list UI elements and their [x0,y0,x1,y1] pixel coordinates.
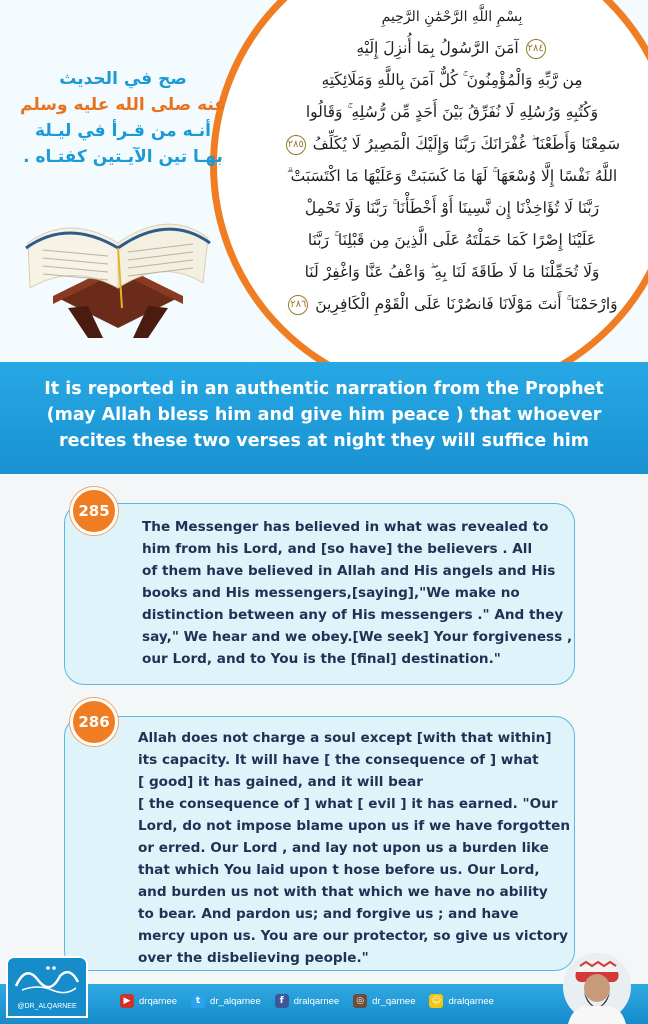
snapchat-icon: ☺ [429,994,443,1008]
ayah-line: وَارْحَمْنَا ۚ أَنتَ مَوْلَانَا فَانصُرْنَا عَلَى الْقَوْمِ الْكَافِرِينَ ٢٨٦ [290,295,618,313]
facebook-icon: f [275,994,289,1008]
hadith-line: عنه صلى الله عليه وسلم [20,95,226,115]
social-facebook[interactable] [275,994,339,1008]
banner-line: (may Allah bless him and give him peace ) that whoever [46,405,602,425]
ayah-line: وَكُتُبِهِ وَرُسُلِهِ لَا نُفَرِّقُ بَيْنَ أَحَدٍ مِّن رُّسُلِهِ ۚ وَقَالُوا [305,103,599,121]
translation-line: [ the consequence of ] what [ evil ] it has earned. "Our [138,796,558,812]
verse-number-badge: 286 [70,698,118,746]
social-label: dralqarnee [293,995,340,1007]
banner-text [10,376,638,454]
basmala: بِسْمِ اللَّهِ الرَّحْمَٰنِ الرَّحِيمِ [381,9,523,25]
translation-line: [ good] it has gained, and it will bear [138,774,423,790]
ayah-line: سَمِعْنَا وَأَطَعْنَا ۖ غُفْرَانَكَ رَبَّنَا وَإِلَيْكَ الْمَصِيرُ لَا يُكَلِّفُ ٢٨٥ [287,135,621,153]
ayah-line: ٢٨٤ آمَنَ الرَّسُولُ بِمَا أُنزِلَ إِلَيْهِ [356,39,544,57]
translation-line: its capacity. It will have [ the consequence of ] what [138,752,539,768]
translation-line: mercy upon us. You are our protector, so give us victory [138,928,569,944]
translation-line: or erred. Our Lord , and lay not upon us a burden like [138,840,549,856]
social-snapchat[interactable] [429,994,493,1008]
hadith-line: صح في الحديث [59,69,187,89]
ayah-marker-285: ٢٨٥ [286,135,306,155]
translation-line: say," We hear and we obey.[We seek] Your forgiveness , [142,629,573,645]
banner-line: It is reported in an authentic narration from the Prophet [44,379,604,399]
translation-line: that which You laid upon t hose before us. Our Lord, [138,862,540,878]
ayah-marker-286: ٢٨٦ [288,295,308,315]
ayah-line: اللَّهُ نَفْسًا إِلَّا وُسْعَهَا ۚ لَهَا مَا كَسَبَتْ وَعَلَيْهَا مَا اكْتَسَبَتْ ۗ [286,167,618,185]
verse-number-badge: 285 [70,487,118,535]
author-portrait [562,950,632,1024]
hadith-line: أنـه من قـرأ في ليـلة [35,121,211,141]
quran-on-stand-illustration [18,188,213,338]
translation-line: The Messenger has believed in what was revealed to [142,519,549,535]
social-label: drqarnee [139,995,178,1007]
youtube-icon: ▶ [120,994,134,1008]
ayah-line: وَلَا تُحَمِّلْنَا مَا لَا طَاقَةَ لَنَا بِهِ ۖ وَاعْفُ عَنَّا وَاغْفِرْ لَنَا [304,263,600,281]
logo-handle: @DR_ALQARNEE [17,1003,77,1010]
hadith-line: بهـا تين الآيـتين كفتـاه . [23,147,223,167]
translation-line: of them have believed in Allah and His angels and His [142,563,556,579]
translation-line: him from his Lord, and [so have] the believers . All [142,541,533,557]
instagram-icon: ◎ [353,994,367,1008]
social-links [120,992,494,1010]
translation-line: Lord, do not impose blame upon us if we have forgotten [138,818,571,834]
translation-line: distinction between any of His messengers ." And they [142,607,564,623]
ayah-line: عَلَيْنَا إِصْرًا كَمَا حَمَلْتَهُ عَلَى الَّذِينَ مِن قَبْلِنَا ۚ رَبَّنَا [307,231,597,249]
translation-line: our Lord, and to You is the [final] destination." [142,651,501,667]
ayah-line: مِن رَّبِّهِ وَالْمُؤْمِنُونَ ۚ كُلٌّ آمَنَ بِاللَّهِ وَمَلَائِكَتِهِ [321,71,583,89]
social-twitter[interactable] [191,994,261,1008]
social-label: dr_alqarnee [210,995,261,1007]
calligraphy-logo-icon [8,958,86,998]
hadith-arabic [8,66,238,170]
translation-line: books and His messengers,[saying],"We make no [142,585,520,601]
social-label: dralqarnee [448,995,494,1007]
verse-286-translation [138,727,571,969]
translation-line: over the disbelieving people." [138,950,369,966]
social-instagram[interactable] [353,994,415,1008]
banner-line: recites these two verses at night they will suffice him [58,431,590,451]
social-youtube[interactable] [120,994,177,1008]
twitter-icon: t [191,994,205,1008]
translation-line: Allah does not charge a soul except [with that within] [138,730,552,746]
social-label: dr_qarnee [372,995,416,1007]
translation-line: to bear. And pardon us; and forgive us ; and have [138,906,519,922]
verse-285-translation [142,516,573,670]
translation-line: and burden us not with that which we have no ability [138,884,548,900]
ayah-marker-284: ٢٨٤ [526,39,546,59]
mushaf-page [262,6,642,320]
ayah-line: رَبَّنَا لَا تُؤَاخِذْنَا إِن نَّسِينَا أَوْ أَخْطَأْنَا ۚ رَبَّنَا وَلَا تَحْمِلْ [304,199,600,217]
